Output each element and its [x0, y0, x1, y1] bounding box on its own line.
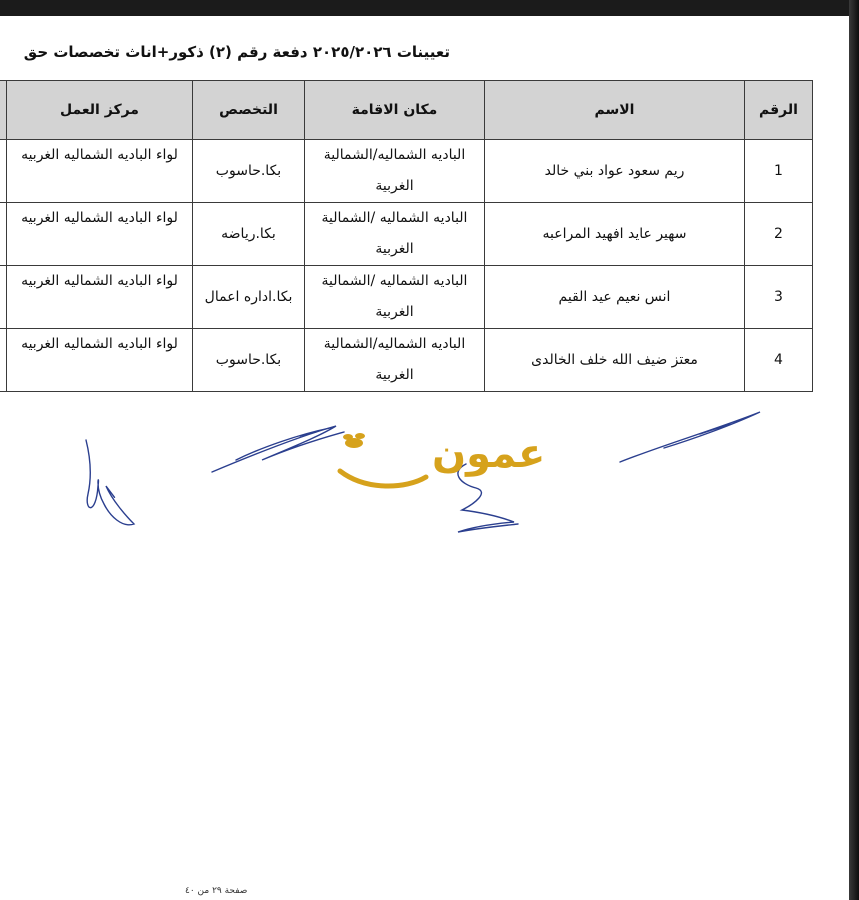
bee-icon: [343, 433, 365, 448]
cell-work-center: لواء الباديه الشماليه الغربيه: [7, 140, 193, 203]
cell-number: 4: [745, 329, 813, 392]
cell-specialty: بكا.حاسوب: [193, 329, 305, 392]
header-name: الاسم: [485, 81, 745, 140]
signature-right: [620, 412, 760, 462]
scan-edge: [849, 0, 859, 900]
cell-name: ريم سعود عواد بني خالد: [485, 140, 745, 203]
cell-work-center: لواء الباديه الشماليه الغربيه: [7, 203, 193, 266]
cell-residence: الباديه الشماليه/الشمالية الغربية: [305, 329, 485, 392]
watermark-logo: عمون: [336, 431, 536, 501]
cell-number: 3: [745, 266, 813, 329]
cell-specialty: بكا.رياضه: [193, 203, 305, 266]
cell-residence: الباديه الشماليه /الشمالية الغربية: [305, 266, 485, 329]
document-page: [0, 16, 849, 900]
cell-name: معتز ضيف الله خلف الخالدى: [485, 329, 745, 392]
page-footer: صفحة ٢٩ من ٤٠: [185, 886, 248, 896]
cell-work-center: لواء الباديه الشماليه الغربيه: [7, 266, 193, 329]
header-specialty: التخصص: [193, 81, 305, 140]
cell-residence: الباديه الشماليه/الشمالية الغربية: [305, 140, 485, 203]
header-residence: مكان الاقامة: [305, 81, 485, 140]
signature-left: [86, 440, 134, 525]
cell-residence: الباديه الشماليه /الشمالية الغربية: [305, 203, 485, 266]
header-number: الرقم: [745, 81, 813, 140]
cell-specialty: بكا.حاسوب: [193, 140, 305, 203]
cell-name: انس نعيم عيد القيم: [485, 266, 745, 329]
header-work-center: مركز العمل: [7, 81, 193, 140]
cell-work-center: لواء الباديه الشماليه الغربيه: [7, 329, 193, 392]
document-title: تعيينات ٢٠٢٥/٢٠٢٦ دفعة رقم (٢) ذكور+اناث تخصصات حق: [23, 43, 450, 61]
cell-specialty: بكا.اداره اعمال: [193, 266, 305, 329]
cell-name: سهير عايد افهيد المراعبه: [485, 203, 745, 266]
cell-number: 2: [745, 203, 813, 266]
cell-number: 1: [745, 140, 813, 203]
